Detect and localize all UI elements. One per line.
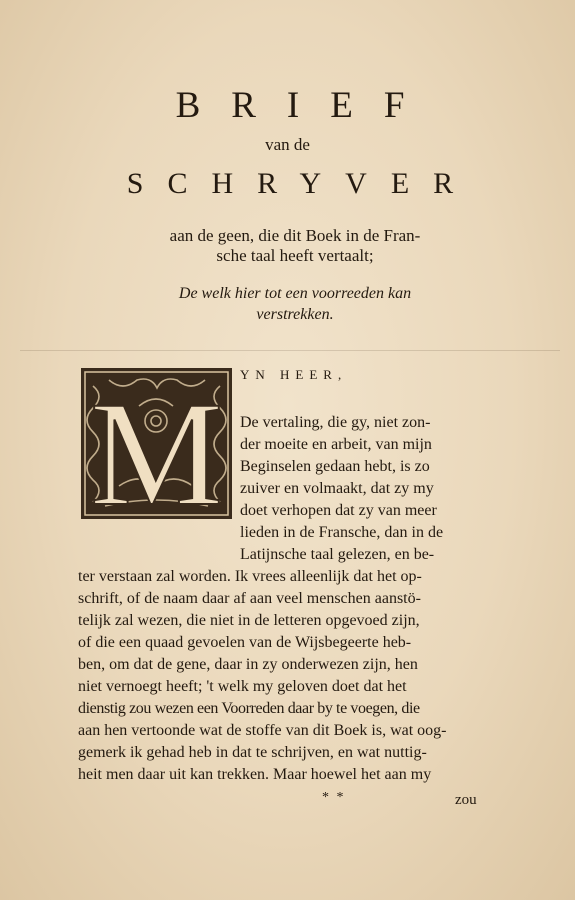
page-title: BRIEF (175, 85, 436, 126)
drop-cap-letter: M (89, 371, 224, 521)
body-line: De vertaling, die gy, niet zon- (240, 414, 431, 431)
body-line: lieden in de Fransche, dan in de (240, 524, 444, 541)
body-line: zuiver en volmaakt, dat zy my (240, 480, 434, 497)
subtitle: van de (265, 135, 310, 154)
body-line: der moeite en arbeit, van mijn (240, 436, 432, 453)
body-line: dienstig zou wezen een Voorreden daar by te voegen, die (78, 700, 420, 717)
author-heading: SCHRYVER (126, 167, 478, 200)
ornamental-drop-cap (79, 366, 234, 521)
body-line: schrift, of de naam daar af aan veel menschen aanstö- (78, 590, 421, 607)
body-line: niet vernoegt heeft; 't welk my geloven doet dat het (78, 678, 407, 695)
body-line: ben, om dat de gene, daar in zy onderwezen zijn, hen (78, 656, 418, 673)
body-line: gemerk ik gehad heb in dat te schrijven, en wat nuttig- (78, 744, 427, 761)
body-line: Latijnsche taal gelezen, en be- (240, 546, 435, 563)
intro-line-1: De welk hier tot een voorreeden kan (178, 285, 412, 302)
salutation: YN HEER, (240, 367, 348, 382)
addressee-line-1: aan de geen, die dit Boek in de Fran- (169, 226, 421, 245)
body-line: telijk zal wezen, die niet in de letteren opgevoed zijn, (78, 612, 420, 629)
body-line: heit men daar uit kan trekken. Maar hoewel het aan my (78, 766, 432, 783)
divider (20, 350, 560, 351)
signature-mark: * * (322, 790, 346, 805)
body-line: of die een quaad gevoelen van de Wijsbegeerte heb- (78, 634, 412, 651)
body-line: ter verstaan zal worden. Ik vrees alleenlijk dat het op- (78, 568, 422, 585)
body-line: aan hen vertoonde wat de stoffe van dit Boek is, wat oog- (78, 722, 447, 739)
addressee (140, 226, 450, 266)
intro-note (160, 283, 430, 325)
catchword: zou (455, 792, 477, 808)
intro-line-2: verstrekken. (256, 306, 334, 323)
addressee-line-2: sche taal heeft vertaalt; (216, 246, 374, 265)
body-line: Beginselen gedaan hebt, is zo (240, 458, 430, 475)
body-line: doet verhopen dat zy van meer (240, 502, 437, 519)
